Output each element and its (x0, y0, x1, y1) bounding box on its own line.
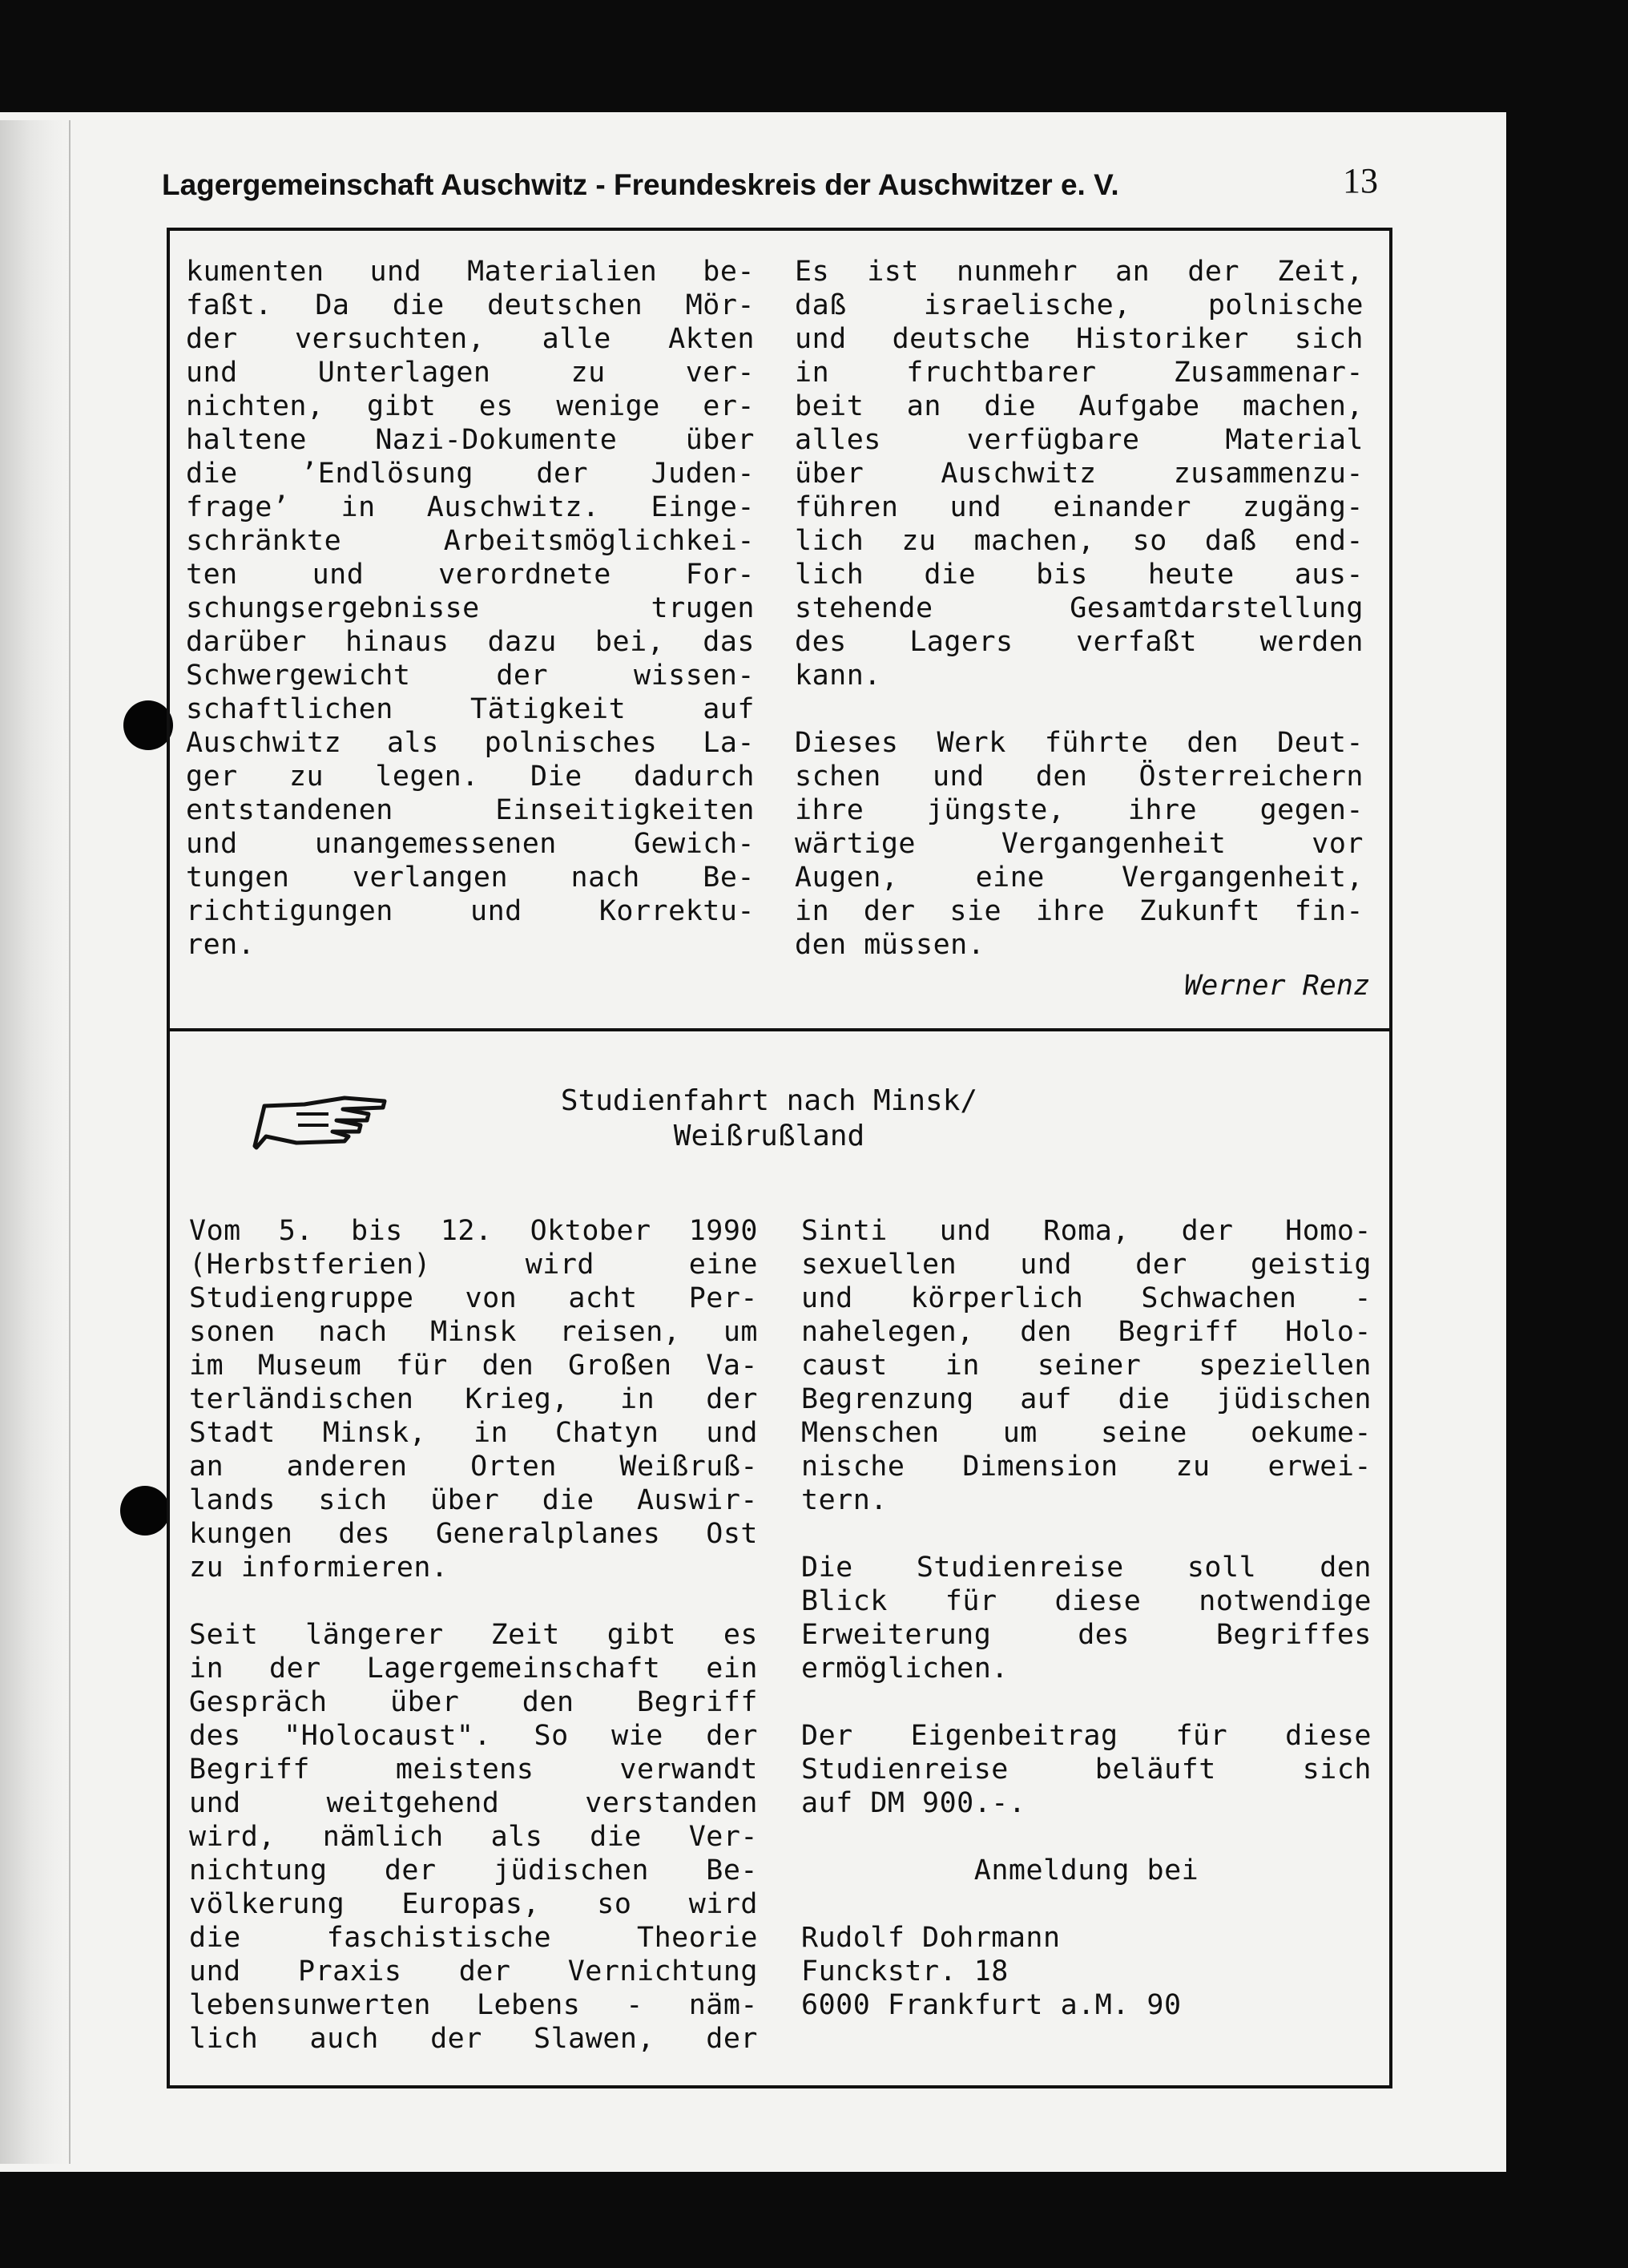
text-line: den müssen. (795, 929, 985, 961)
text-line: in fruchtbarer Zusammenar- (795, 357, 1364, 389)
text-line: Studienreise beläuft sich (801, 1753, 1372, 1786)
text-line: richtigungen und Korrektu- (186, 895, 755, 927)
text-line: ger zu legen. Die dadurch (186, 761, 755, 793)
text-line: ihre jüngste, ihre gegen- (795, 794, 1364, 826)
punch-hole-upper (123, 700, 173, 750)
bottom-left-paragraph-2 (189, 1618, 758, 2056)
text-line: daß israelische, polnische (795, 289, 1364, 321)
text-line: kann. (795, 660, 881, 692)
text-line: Blick für diese notwendige (801, 1585, 1372, 1617)
text-line: (Herbstferien) wird eine (189, 1249, 758, 1281)
text-line: nische Dimension zu erwei- (801, 1451, 1372, 1483)
text-line: caust in seiner speziellen (801, 1350, 1372, 1382)
page-number: 13 (1343, 161, 1378, 200)
bottom-article-left-column (189, 1214, 758, 2056)
article-divider (167, 1028, 1392, 1031)
text-line: lebensunwerten Lebens - näm- (189, 1989, 758, 2021)
text-line: kungen des Generalplanes Ost (189, 1518, 758, 1550)
text-line: ten und verordnete For- (186, 559, 755, 591)
punch-hole-lower (120, 1486, 170, 1536)
text-line: schaftlichen Tätigkeit auf (186, 693, 755, 725)
text-line: zu informieren. (189, 1552, 449, 1584)
text-line: lands sich über die Auswir- (189, 1484, 758, 1516)
text-line: nahelegen, den Begriff Holo- (801, 1316, 1372, 1348)
text-line: und deutsche Historiker sich (795, 323, 1364, 355)
text-line: in der Lagergemeinschaft ein (189, 1653, 758, 1685)
text-line: haltene Nazi-Dokumente über (186, 424, 755, 456)
text-line: frage’ in Auschwitz. Einge- (186, 491, 755, 523)
text-line: und Unterlagen zu ver- (186, 357, 755, 389)
top-right-paragraph-2 (795, 726, 1364, 962)
text-line: stehende Gesamtdarstellung (795, 592, 1364, 624)
page-header-title: Lagergemeinschaft Auschwitz - Freundeskreis der Auschwitzer e. V. (162, 168, 1119, 201)
section-title-line-1: Studienfahrt nach Minsk/ (560, 1084, 978, 1117)
text-line: an anderen Orten Weißruß- (189, 1451, 758, 1483)
top-right-paragraph-1 (795, 255, 1364, 692)
text-line: tern. (801, 1484, 888, 1516)
text-line: lich zu machen, so daß end- (795, 525, 1364, 557)
text-line: beit an die Aufgabe machen, (795, 390, 1364, 422)
text-line: und unangemessenen Gewich- (186, 828, 755, 860)
text-line: führen und einander zugäng- (795, 491, 1364, 523)
text-line: des Lagers verfaßt werden (795, 626, 1364, 658)
text-line: Auschwitz als polnisches La- (186, 727, 755, 759)
bottom-right-paragraph-2 (801, 1551, 1372, 1685)
text-line: Begriff meistens verwandt (189, 1753, 758, 1786)
text-line: Studiengruppe von acht Per- (189, 1282, 758, 1314)
top-article-left-column (186, 255, 755, 962)
text-line: kumenten und Materialien be- (186, 256, 755, 288)
text-line: Erweiterung des Begriffes (801, 1619, 1372, 1651)
text-line: und Praxis der Vernichtung (189, 1955, 758, 1988)
text-line: terländischen Krieg, in der (189, 1383, 758, 1415)
text-line: völkerung Europas, so wird (189, 1888, 758, 1920)
text-line: die ’Endlösung der Juden- (186, 458, 755, 490)
text-line: ermöglichen. (801, 1653, 1009, 1685)
bottom-left-paragraph-1 (189, 1214, 758, 1584)
text-line: ren. (186, 929, 256, 961)
text-line: Gespräch über den Begriff (189, 1686, 758, 1718)
text-line: in der sie ihre Zukunft fin- (795, 895, 1364, 927)
text-line: schungsergebnisse trugen (186, 592, 755, 624)
text-line: lich auch der Slawen, der (189, 2023, 758, 2055)
text-line: alles verfügbare Material (795, 424, 1364, 456)
text-line: lich die bis heute aus- (795, 559, 1364, 591)
author-signature: Werner Renz (1184, 970, 1370, 1002)
text-line: sonen nach Minsk reisen, um (189, 1316, 758, 1348)
text-line: Stadt Minsk, in Chatyn und (189, 1417, 758, 1449)
text-line: wärtige Vergangenheit vor (795, 828, 1364, 860)
registration-label: Anmeldung bei (973, 1854, 1199, 1887)
text-line: die faschistische Theorie (189, 1922, 758, 1954)
text-line: tungen verlangen nach Be- (186, 862, 755, 894)
text-line: der versuchten, alle Akten (186, 323, 755, 355)
bottom-article-right-column (801, 1214, 1372, 2022)
text-line: auf DM 900.-. (801, 1787, 1026, 1819)
text-line: im Museum für den Großen Va- (189, 1350, 758, 1382)
pointing-hand-icon (248, 1090, 393, 1154)
bottom-right-paragraph-3 (801, 1719, 1372, 1820)
text-line: über Auschwitz zusammenzu- (795, 458, 1364, 490)
text-line: schränkte Arbeitsmöglichkei- (186, 525, 755, 557)
top-article-right-column (795, 255, 1364, 962)
section-title-line-2: Weißrußland (673, 1120, 865, 1152)
text-line: schen und den Österreichern (795, 761, 1364, 793)
text-line: Vom 5. bis 12. Oktober 1990 (189, 1215, 758, 1247)
text-line: Schwergewicht der wissen- (186, 660, 755, 692)
text-line: Dieses Werk führte den Deut- (795, 727, 1364, 759)
text-line: Es ist nunmehr an der Zeit, (795, 256, 1364, 288)
bottom-right-paragraph-1 (801, 1214, 1372, 1517)
text-line: 6000 Frankfurt a.M. 90 (801, 1989, 1182, 2021)
text-line: Der Eigenbeitrag für diese (801, 1720, 1372, 1752)
registration-address (801, 1921, 1372, 2022)
text-line: Die Studienreise soll den (801, 1552, 1372, 1584)
text-line: Sinti und Roma, der Homo- (801, 1215, 1372, 1247)
text-line: des "Holocaust". So wie der (189, 1720, 758, 1752)
text-line: Begrenzung auf die jüdischen (801, 1383, 1372, 1415)
text-line: nichten, gibt es wenige er- (186, 390, 755, 422)
binder-spine (0, 120, 71, 2164)
text-line: darüber hinaus dazu bei, das (186, 626, 755, 658)
section-title (449, 1084, 1090, 1154)
text-line: entstandenen Einseitigkeiten (186, 794, 755, 826)
text-line: nichtung der jüdischen Be- (189, 1854, 758, 1887)
text-line: Menschen um seine oekume- (801, 1417, 1372, 1449)
text-line: Funckstr. 18 (801, 1955, 1009, 1988)
text-line: Seit längerer Zeit gibt es (189, 1619, 758, 1651)
text-line: und körperlich Schwachen - (801, 1282, 1372, 1314)
text-line: sexuellen und der geistig (801, 1249, 1372, 1281)
text-line: faßt. Da die deutschen Mör- (186, 289, 755, 321)
text-line: und weitgehend verstanden (189, 1787, 758, 1819)
text-line: Rudolf Dohrmann (801, 1922, 1061, 1954)
text-line: wird, nämlich als die Ver- (189, 1821, 758, 1853)
text-line: Augen, eine Vergangenheit, (795, 862, 1364, 894)
